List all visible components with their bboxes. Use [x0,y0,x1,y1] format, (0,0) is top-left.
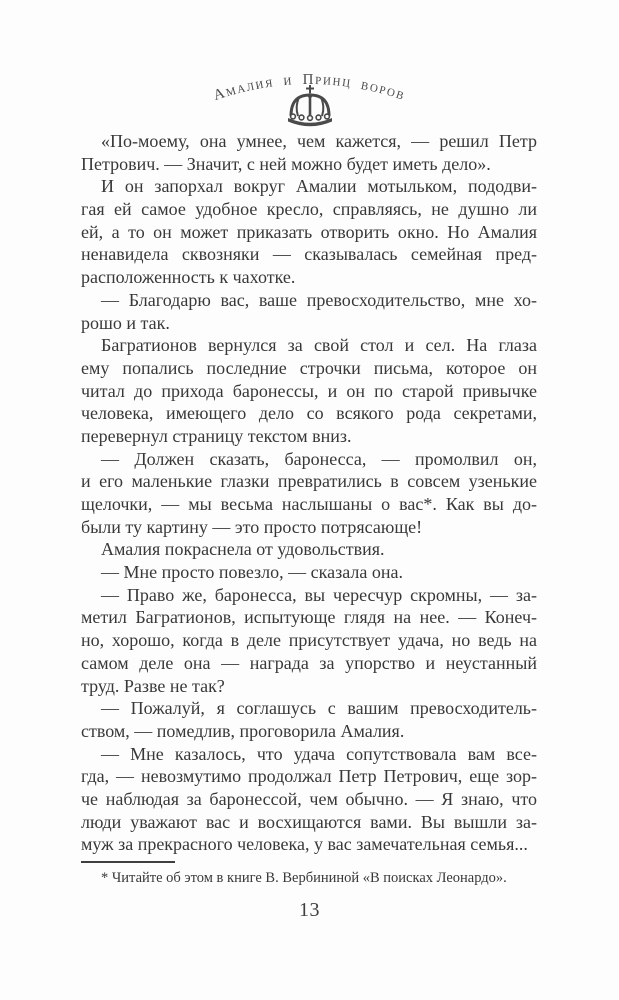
text-line: ему попались последние строчки письма, которое он [81,357,537,378]
text-line: гда, — невозмутимо продолжал Петр Петрович, еще зор- [81,766,537,787]
text-line: и его маленькие глазки превратились в совсем узенькие [81,471,537,492]
running-header-title: Амалия и Принц воров [211,71,408,104]
text-line: рошо и так. [81,312,170,333]
crown-icon [283,84,337,134]
text-line: — Право же, баронесса, вы чересчур скромны, — за- [101,584,537,605]
text-line: но, хорошо, когда в деле присутствует удача, но ведь на [81,630,537,651]
text-line: перевернул страницу текстом вниз. [81,425,352,446]
text-line: метил Багратионов, испытующе глядя на нее. — Конеч- [81,607,537,628]
text-line: И он запорхал вокруг Амалии мотыльком, пододви- [101,176,537,197]
text-line: люди уважают вас и восхищаются вами. Вы вышли за- [81,811,537,832]
text-line: самом деле она — награда за упорство и неустанный [81,652,537,673]
text-line: Амалия покраснела от удовольствия. [101,539,385,560]
paragraph [81,697,537,742]
text-line: че наблюдая за баронессой, чем обычно. — Я знаю, что [81,788,537,809]
text-line: были ту картину — это просто потрясающе! [81,516,423,537]
text-line: ненавидела сквозняки — сказывалась семейная пред- [81,244,537,265]
paragraph [81,175,537,288]
paragraph [81,561,537,584]
text-line: Багратионов вернулся за свой стол и сел. На глаза [101,335,537,356]
paragraph [81,448,537,539]
text-line: человека, имеющего дело со всякого рода секретами, [81,403,537,424]
text-line: читал до прихода баронессы, и он по старой привычке [81,380,537,401]
paragraph [81,743,537,856]
text-line: Петрович. — Значит, с ней можно будет иметь дело». [81,153,491,174]
text-line: ей, а то он может приказать отворить окно. Но Амалия [81,221,537,242]
text-line: — Должен сказать, баронесса, — промолвил он, [101,448,537,469]
paragraph [81,334,537,447]
text-line: «По-моему, она умнее, чем кажется, — решил Петр [101,131,537,151]
page-number: 13 [299,899,320,921]
text-line: муж за прекрасного человека, у вас замечательная семья... [81,834,528,855]
paragraph [81,584,537,697]
paragraph [81,130,537,175]
paragraph [81,538,537,561]
text-line: щелочки, — мы весьма наслышаны о вас*. Как вы до- [81,494,537,514]
text-line: — Мне просто повезло, — сказала она. [101,562,403,583]
text-line: — Пожалуй, я соглашусь с вашим превосходитель- [101,698,537,719]
footnote-divider [81,861,175,863]
footnote: * Читайте об этом в книге В. Вербининой «В поисках Леонардо». [101,870,507,886]
text-line: гая ей самое удобное кресло, справляясь, не душно ли [81,199,537,220]
text-line: — Благодарю вас, ваше превосходительство, мне хо- [101,289,537,310]
text-line: расположенность к чахотке. [81,267,296,288]
text-line: — Мне казалось, что удача сопутствовала вам все- [101,743,537,764]
text-line: ством, — помедлив, проговорила Амалия. [81,720,405,741]
paragraph [81,289,537,334]
text-line: труд. Разве не так? [81,675,225,696]
body-text [81,130,537,856]
